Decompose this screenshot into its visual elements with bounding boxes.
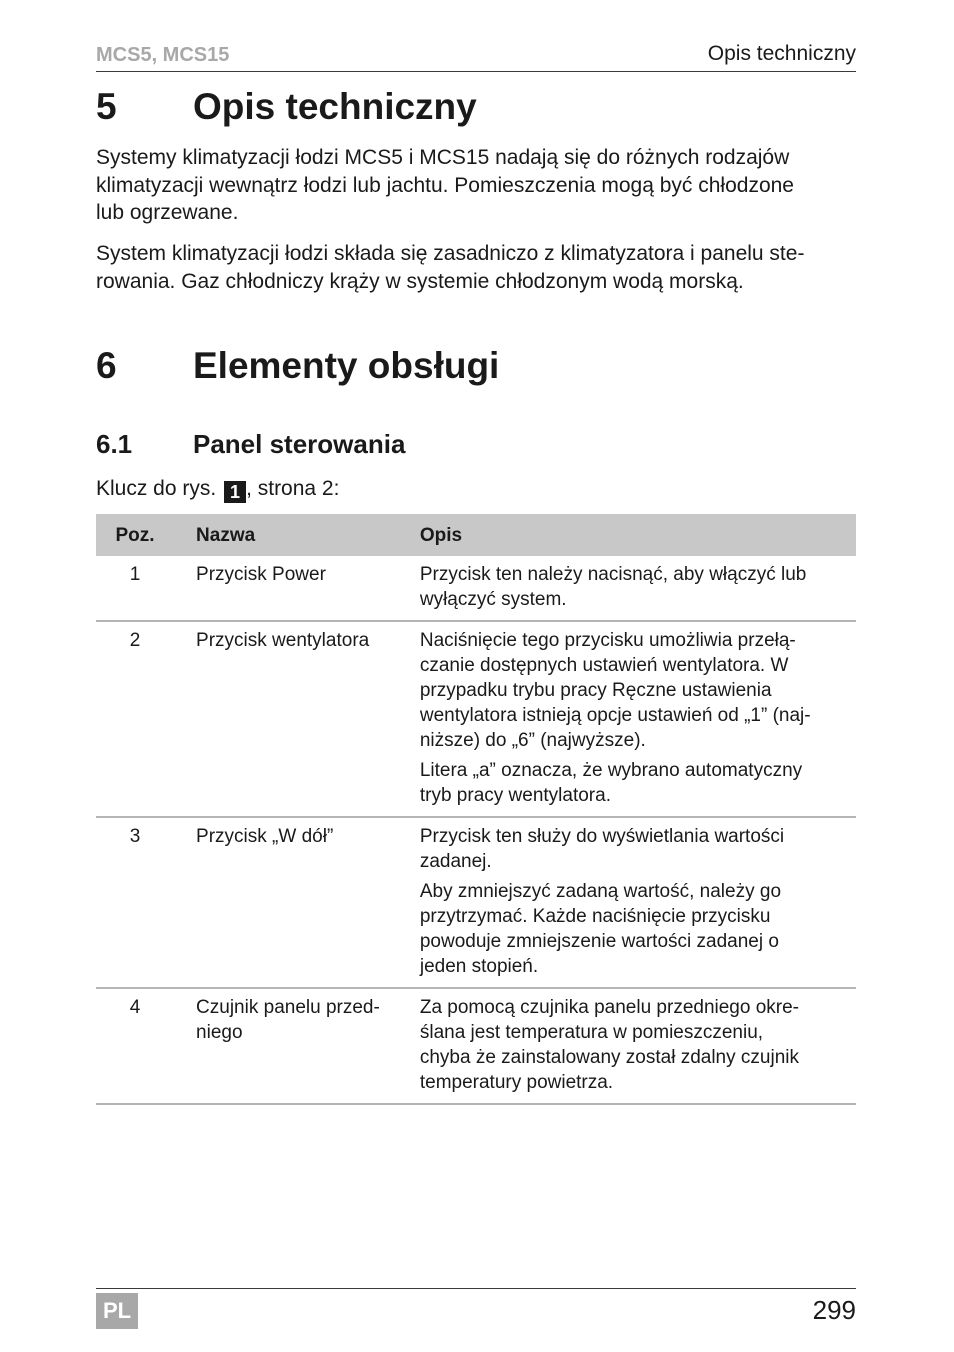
text-line: niższe) do „6” (najwyższe). — [419, 730, 646, 751]
text-line: Aby zmniejszyć zadaną wartość, należy go — [419, 881, 782, 902]
description-paragraph — [420, 628, 848, 753]
section-5-number: 5 — [96, 86, 117, 127]
figure-number-badge: 1 — [224, 481, 246, 503]
column-header-position: Poz. — [96, 514, 188, 556]
description-paragraph — [420, 824, 848, 874]
text-line: Przycisk ten służy do wyświetlania wartości — [419, 826, 785, 847]
header-section-title: Opis techniczny — [707, 42, 856, 65]
header-model-names: MCS5, MCS15 — [96, 44, 230, 66]
section-5-paragraph-2 — [96, 240, 858, 295]
column-header-name: Nazwa — [188, 514, 412, 556]
cell-description — [412, 817, 856, 988]
text-line: niego — [196, 1022, 243, 1043]
text-line: System klimatyzacji łodzi składa się zasadniczo z klimatyzatora i panelu ste- — [96, 242, 805, 265]
table-row — [96, 621, 856, 817]
key-prefix: Klucz do rys. — [96, 477, 217, 500]
description-paragraph — [420, 879, 848, 979]
page-header — [96, 38, 856, 72]
text-line: rowania. Gaz chłodniczy krąży w systemie chłodzonym wodą morską. — [96, 269, 744, 293]
description-paragraph — [420, 562, 848, 612]
figure-key-line — [96, 477, 339, 503]
text-line: lub ogrzewane. — [96, 201, 239, 224]
text-line: temperatury powietrza. — [419, 1072, 614, 1093]
section-6-1-title: Panel sterowania — [193, 429, 406, 459]
cell-description — [412, 621, 856, 817]
key-suffix: , strona 2: — [246, 477, 340, 500]
section-6-1-number: 6.1 — [96, 429, 133, 459]
section-6-title: Elementy obsługi — [193, 345, 500, 386]
description-paragraph — [420, 995, 848, 1095]
text-line: wyłączyć system. — [419, 589, 567, 610]
table-header-row — [96, 514, 856, 556]
text-line: jeden stopień. — [419, 956, 539, 977]
text-line: zadanej. — [419, 851, 492, 872]
control-panel-table — [96, 514, 856, 1105]
text-line: Przycisk „W dół” — [196, 826, 334, 847]
table-row — [96, 817, 856, 988]
text-line: chyba że zainstalowany został zdalny czujnik — [419, 1047, 799, 1068]
text-line: klimatyzacji wewnątrz łodzi lub jachtu. Pomieszczenia mogą być chłodzone — [96, 173, 794, 197]
page-footer — [96, 1288, 856, 1329]
column-header-description: Opis — [412, 514, 856, 556]
text-line: ślana jest temperatura w pomieszczeniu, — [419, 1022, 764, 1043]
cell-description — [412, 556, 856, 621]
text-line: Czujnik panelu przed- — [196, 997, 380, 1018]
section-5-title: Opis techniczny — [193, 86, 477, 127]
text-line: czanie dostępnych ustawień wentylatora. W — [419, 655, 789, 676]
text-line: Naciśnięcie tego przycisku umożliwia przełą- — [419, 630, 796, 651]
cell-name — [188, 556, 412, 621]
text-line: Litera „a” oznacza, że wybrano automatyczny — [419, 760, 803, 781]
text-line: Systemy klimatyzacji łodzi MCS5 i MCS15 nadają się do różnych rodzajów — [96, 146, 790, 169]
cell-position: 2 — [96, 621, 188, 817]
text-line: przypadku trybu pracy Ręczne ustawienia — [419, 680, 772, 701]
cell-position: 1 — [96, 556, 188, 621]
section-6-number: 6 — [96, 345, 117, 386]
cell-position: 4 — [96, 988, 188, 1104]
text-line: Przycisk wentylatora — [196, 630, 370, 651]
cell-name — [188, 621, 412, 817]
text-line: wentylatora istnieją opcje ustawień od „1” (naj- — [419, 705, 811, 726]
cell-name — [188, 817, 412, 988]
cell-description — [412, 988, 856, 1104]
cell-position: 3 — [96, 817, 188, 988]
language-badge: PL — [96, 1293, 138, 1329]
table-row — [96, 988, 856, 1104]
text-line: przytrzymać. Każde naciśnięcie przycisku — [419, 906, 771, 927]
text-line: Przycisk Power — [196, 564, 326, 585]
table-row — [96, 556, 856, 621]
text-line: Przycisk ten należy nacisnąć, aby włączyć lub — [419, 564, 807, 585]
page-number: 299 — [812, 1295, 856, 1325]
section-5-paragraph-1 — [96, 144, 858, 227]
cell-name — [188, 988, 412, 1104]
text-line: powoduje zmniejszenie wartości zadanej o — [419, 931, 779, 952]
description-paragraph — [420, 758, 848, 808]
text-line: tryb pracy wentylatora. — [419, 785, 611, 806]
text-line: Za pomocą czujnika panelu przedniego okre- — [419, 997, 800, 1018]
